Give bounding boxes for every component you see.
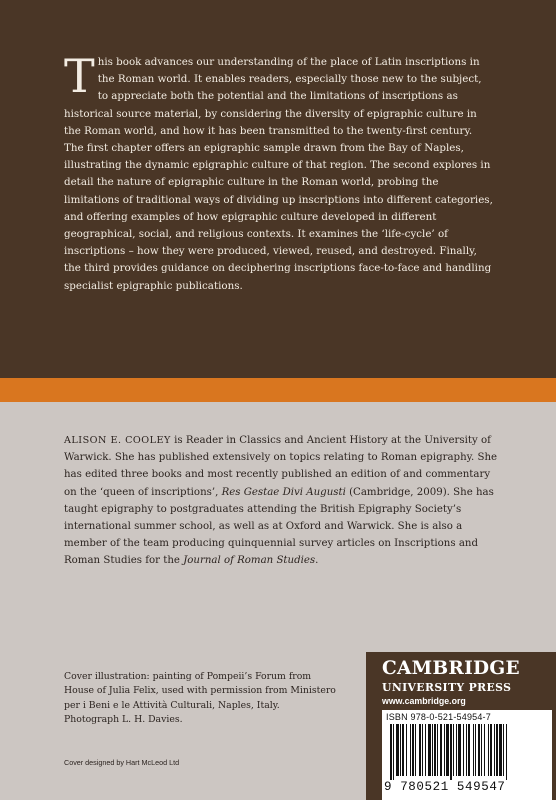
barcode-bar (490, 724, 492, 776)
barcode-bar (463, 724, 464, 776)
barcode-bar (466, 724, 467, 776)
blurb-text: his book advances our understanding of the place of Latin inscriptions in the Roman world. It enables readers, especially those new to the subject, to appreciate both the potential and the limitations of inscriptions as historical source material, by considering the diversity of epigraphic culture in the Roman world, and how it has been transmitted to the twenty-first century. The first chapter offers an epigraphic sample drawn from the Bay of Naples, illustrating the dynamic epigraphic culture of that region. The second explores in detail the nature of epigraphic culture in the Roman world, probing the limitations of traditional ways of dividing up inscriptions into different categories, and offering examples of how epigraphic culture developed in different geographical, social, and religious contexts. It examines the ‘life-cycle’ of inscriptions – how they were produced, viewed, reused, and destroyed. Finally, the third provides guidance on deciphering inscriptions face-to-face and handling specialist epigraphic publications. (64, 56, 493, 292)
orange-divider-band (0, 378, 556, 402)
author-panel (0, 402, 556, 800)
barcode-bar (481, 724, 482, 776)
blurb-panel (0, 0, 556, 378)
barcode-bar (415, 724, 416, 776)
barcode-bar (437, 724, 438, 776)
barcode-bar (456, 724, 457, 776)
barcode-bar (506, 724, 507, 780)
barcode-bar (478, 724, 480, 776)
drop-cap-letter: T (64, 49, 95, 103)
isbn-label: ISBN 978-0-521-54954-7 (386, 712, 491, 722)
barcode-bar (446, 724, 449, 776)
barcode-bar (484, 724, 485, 776)
publisher-name: CAMBRIDGE (382, 658, 520, 679)
barcode-bar (499, 724, 502, 776)
barcode-bar (390, 724, 392, 780)
barcode-bar (496, 724, 498, 776)
barcode-bar (419, 724, 421, 776)
barcode-bar (444, 724, 445, 776)
barcode-bar (425, 724, 426, 776)
barcode-bar (412, 724, 414, 776)
barcode-graphic (390, 724, 544, 780)
barcode-bar (393, 724, 394, 780)
bio-text-part-1: is Reader in Classics and Ancient History at the University of Warwick. She has published extensively on topics relating to Roman epigraphy. She has edited three books and most recently published an edition of and commentary on the ‘queen of inscriptions’, (64, 435, 498, 498)
barcode-bar (410, 724, 411, 776)
barcode-box (382, 710, 552, 800)
barcode-bar (428, 724, 431, 776)
publisher-website: www.cambridge.org (382, 696, 466, 706)
barcode-bar (422, 724, 423, 776)
barcode-bar (475, 724, 476, 776)
barcode-bar (453, 724, 454, 776)
publisher-press: UNIVERSITY PRESS (382, 681, 512, 694)
barcode-bar (434, 724, 436, 776)
publisher-block (366, 652, 556, 800)
barcode-bar (402, 724, 404, 776)
barcode-bar (432, 724, 433, 776)
bio-title-journal: Journal of Roman Studies (183, 555, 316, 567)
isbn-digits: 9 780521 549547 (384, 780, 506, 794)
barcode-bar (396, 724, 399, 776)
cover-designer-credit: Cover designed by Hart McLeod Ltd (64, 758, 180, 767)
barcode-bar (440, 724, 442, 776)
author-name: ALISON E. COOLEY (64, 435, 171, 446)
barcode-bar (458, 724, 461, 776)
barcode-bar (503, 724, 504, 776)
cover-illustration-credit: Cover illustration: painting of Pompeii’s Forum from House of Julia Felix, used with permission from Ministero per i Beni e le Attività Culturali, Naples, Italy. Photograph L. H. Davies. (64, 671, 336, 726)
barcode-bar (473, 724, 474, 776)
barcode-bar (494, 724, 495, 776)
bio-title-res-gestae: Res Gestae Divi Augusti (221, 486, 346, 498)
barcode-bar (488, 724, 489, 776)
bio-text-part-2: (Cambridge, 2009). She has taught epigraphy to postgraduates attending the British Epigraphy Society’s international summer school, as well as at Oxford and Warwick. She is also a member of the team producing quinquennial survey articles on Inscriptions and Roman Studies for the (64, 486, 494, 567)
barcode-bar (468, 724, 470, 776)
barcode-bar (400, 724, 401, 776)
author-bio (64, 432, 504, 570)
book-blurb (64, 49, 494, 295)
bio-text-part-3: . (315, 555, 319, 567)
barcode-bar (450, 724, 452, 780)
barcode-bar (406, 724, 407, 776)
